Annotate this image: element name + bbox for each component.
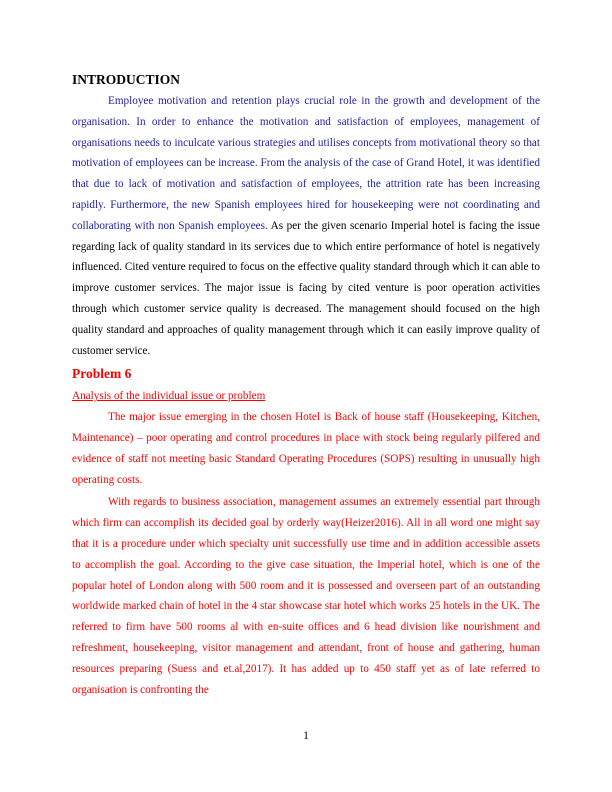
introduction-paragraph <box>72 91 540 361</box>
problem-subheading: Analysis of the individual issue or problem <box>72 390 266 403</box>
introduction-black-text: As per the given scenario Imperial hotel is facing the issue regarding lack of quality standard in its services due to which entire performance of hotel is negatively influenced. Cited venture required to focus on the effective quality standard through which it can able to improve customer services. The major issue is facing by cited venture is poor operation activities through which customer service quality is decreased. The management should focused on the high quality standard and approaches of quality management through which it can easily improve quality of customer service. <box>72 219 540 357</box>
problem-paragraph-2: With regards to business association, management assumes an extremely essential part through which firm can accomplish its decided goal by orderly way(Heizer2016). All in all word one might say that it is a procedure under which specialty unit successfully use time and in addition accessible assets to accomplish the goal. According to the give case situation, the Imperial hotel, which is one of the popular hotel of London along with 500 room and it is possessed and overseen part of an outstanding worldwide marked chain of hotel in the 4 star showcase star hotel which works 25 hotels in the UK. The referred to firm have 500 rooms al with en-suite offices and 6 head division like nourishment and refreshment, housekeeping, visitor management and attendant, front of house and gathering, human resources preparing (Suess and et.al,2017). It has added up to 450 staff yet as of late referred to organisation is confronting the <box>72 496 540 696</box>
page-content <box>72 70 540 700</box>
page-number: 1 <box>303 730 309 742</box>
problem-heading: Problem 6 <box>72 366 132 382</box>
introduction-blue-text: Employee motivation and retention plays crucial role in the growth and development of the organisation. In order to enhance the motivation and satisfaction of employees, management of organisations needs to inculcate various strategies and utilises concepts from motivational theory so that motivation of employees can be increase. From the analysis of the case of Grand Hotel, it was identified that due to lack of motivation and satisfaction of employees, the attrition rate has been increasing rapidly. Furthermore, the new Spanish employees hired for housekeeping were not coordinating and collaborating with non Spanish employees. <box>72 95 540 232</box>
problem-paragraph-1: The major issue emerging in the chosen Hotel is Back of house staff (Housekeeping, Kitchen, Maintenance) – poor operating and control procedures in place with stock being regularly pilfered and evidence of staff not meeting basic Standard Operating Procedures (SOPS) resulting in unusually high operating costs. <box>72 411 540 486</box>
introduction-heading: INTRODUCTION <box>72 72 181 87</box>
